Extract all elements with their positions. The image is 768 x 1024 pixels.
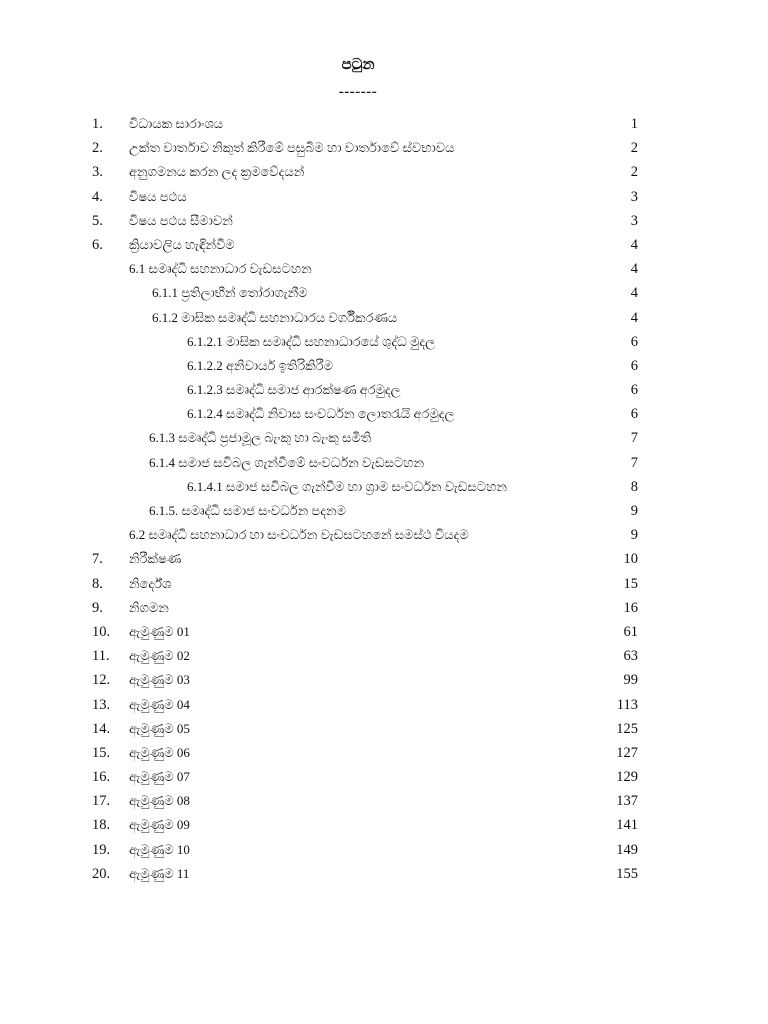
toc-entry-number: 6.: [92, 236, 103, 253]
toc-entry: [0, 402, 768, 426]
toc-entry: [0, 717, 768, 741]
toc-entry-title: නිගමන: [129, 599, 169, 615]
toc-entry-page-number: 6: [630, 406, 638, 423]
toc-entry-title: 6.1.2.1 මාසික සමෘද්ධි සහනාධාරයේ ශුද්ධ මුදල: [187, 333, 436, 349]
toc-entry: [0, 668, 768, 692]
toc-entry-page-number: 15: [623, 575, 638, 592]
toc-entry-page-number: 1: [630, 116, 638, 132]
toc-entry-number: 2.: [92, 140, 103, 157]
toc-entry-page-number: 7: [630, 430, 638, 447]
toc-entry-title: 6.1.1 ප්‍රතිලාභීන් තෝරාගැනීම: [152, 285, 308, 301]
toc-entry-page-number: 113: [616, 696, 638, 713]
toc-entry-page-number: 129: [616, 769, 638, 786]
page-title: පටුන: [341, 57, 375, 73]
toc-entry-page-number: 6: [630, 357, 638, 374]
toc-entry: [0, 112, 768, 136]
toc-entry-title: 6.1.3 සමෘද්ධි ප්‍රජාමූල බැංකු හා බැංකු සමිති: [149, 430, 372, 446]
toc-entry-title: විෂය පථය සීමාවන්: [129, 212, 233, 228]
toc-entry-number: 14.: [92, 720, 111, 737]
toc-entry-page-number: 99: [623, 672, 638, 689]
toc-entry-title: 6.2 සමෘද්ධි සහනාධාර හා සංවර්ධන වැඩසටහනේ සමස්ථ වියදම: [129, 527, 469, 543]
toc-entry-page-number: 4: [630, 309, 638, 326]
toc-entry-title: 6.1.4 සමාජ සවිබල ගැන්වීමේ සංවර්ධන වැඩසටහන: [149, 454, 425, 470]
toc-entry: [0, 620, 768, 644]
toc-entry-title: ඇමුණුම 08: [129, 793, 190, 809]
toc-entry: [0, 499, 768, 523]
toc-entry: [0, 547, 768, 571]
toc-entry: [0, 426, 768, 450]
toc-entry: [0, 136, 768, 160]
toc-entry: [0, 185, 768, 209]
toc-entry: [0, 523, 768, 547]
toc-entry-number: 12.: [92, 672, 111, 689]
toc-entry-title: ඇමුණුම 07: [129, 769, 190, 785]
toc-entry-number: 19.: [92, 841, 111, 858]
toc-entry-title: නිර්දේශ: [129, 575, 172, 591]
toc-entry-title: විධායක සාරාංශය: [129, 116, 224, 131]
toc-entry-page-number: 125: [616, 720, 638, 737]
toc-entry-title: උක්ත වාර්තාව නිකුත් කිරීමේ පසුබිම හා වාර්තාවේ ස්වභාවය: [129, 140, 455, 156]
toc-entry-title: 6.1.2.3 සමෘද්ධි සමාජ ආරක්ෂණ අරමුදල: [187, 382, 401, 398]
toc-entry-title: අනුගමනය කරන ලද ක්‍රමවේදයන්: [129, 164, 305, 180]
toc-entry-title: නිරීක්ෂණ: [129, 551, 182, 567]
toc-entry: [0, 475, 768, 499]
toc-entry-number: 16.: [92, 769, 111, 786]
toc-entry: [0, 862, 768, 886]
toc-entry-number: 18.: [92, 817, 111, 834]
toc-entry-page-number: 127: [616, 744, 638, 761]
toc-entry-page-number: 3: [630, 188, 638, 205]
toc-entry: [0, 378, 768, 402]
toc-entry-number: 1.: [92, 116, 103, 132]
toc-entry-page-number: 4: [630, 285, 638, 302]
toc-entry-title: ඇමුණුම 06: [129, 744, 190, 760]
toc-entry: [0, 813, 768, 837]
toc-entry-title: ඇමුණුම 09: [129, 817, 190, 833]
toc-entry-page-number: 155: [616, 865, 638, 882]
title-underline: -------: [338, 84, 378, 100]
toc-entry-number: 5.: [92, 212, 103, 229]
toc-entry: [0, 693, 768, 717]
toc-entry: [0, 451, 768, 475]
toc-entry: [0, 209, 768, 233]
toc-entry: [0, 330, 768, 354]
toc-entry-number: 17.: [92, 793, 111, 810]
toc-entry: [0, 281, 768, 305]
toc-entry-title: ඇමුණුම 04: [129, 696, 190, 712]
toc-entry-page-number: 6: [630, 382, 638, 399]
toc-entry-title: 6.1.5. සමෘද්ධි සමාජ සංවර්ධන පදනම: [149, 503, 346, 518]
toc-entry: [0, 233, 768, 257]
toc-entry: [0, 644, 768, 668]
toc-entry-page-number: 4: [630, 236, 638, 253]
toc-entry-title: 6.1.2.4 සමෘද්ධි නිවාස සංවර්ධන ලොතරැයි අරමුදල: [187, 406, 455, 422]
table-of-contents: [0, 112, 768, 886]
toc-entry-number: 7.: [92, 551, 103, 568]
toc-entry-number: 10.: [92, 623, 111, 640]
toc-entry-title: ඇමුණුම 02: [129, 648, 190, 664]
toc-entry: [0, 596, 768, 620]
toc-entry-title: විෂය පථය: [129, 188, 187, 204]
toc-entry: [0, 354, 768, 378]
toc-entry: [0, 160, 768, 184]
toc-entry: [0, 741, 768, 765]
toc-entry-page-number: 9: [630, 503, 638, 519]
toc-entry-page-number: 137: [616, 793, 638, 810]
toc-entry-page-number: 2: [630, 164, 638, 181]
toc-entry-title: ඇමුණුම 10: [129, 841, 190, 857]
toc-entry-page-number: 4: [630, 261, 638, 278]
toc-entry-page-number: 2: [630, 140, 638, 157]
toc-entry-title: 6.1.2.2 අනිවාර්ය ඉතිරිකිරීම: [187, 357, 333, 373]
toc-entry-page-number: 149: [616, 841, 638, 858]
toc-entry-title: 6.1 සමෘද්ධි සහනාධාර වැඩසටහන: [129, 261, 312, 277]
toc-entry-title: ඇමුණුම 05: [129, 720, 190, 736]
toc-entry-title: ඇමුණුම 03: [129, 672, 190, 688]
toc-entry-number: 20.: [92, 865, 111, 882]
toc-entry: [0, 572, 768, 596]
toc-entry-title: 6.1.2 මාසික සමෘද්ධි සහනාධාරය වර්ගීකරණය: [152, 309, 398, 325]
toc-entry-page-number: 141: [616, 817, 638, 834]
toc-entry-title: ඇමුණුම 01: [129, 623, 190, 639]
toc-entry: [0, 257, 768, 281]
toc-entry: [0, 838, 768, 862]
toc-entry-number: 8.: [92, 575, 103, 592]
toc-entry-number: 13.: [92, 696, 111, 713]
toc-entry-page-number: 16: [623, 599, 638, 616]
toc-entry: [0, 306, 768, 330]
toc-entry: [0, 789, 768, 813]
toc-entry-number: 3.: [92, 164, 103, 181]
toc-entry-number: 15.: [92, 744, 111, 761]
toc-entry-title: 6.1.4.1 සමාජ සවිබල ගැන්වීම හා ග්‍රාම සංවර්ධන වැඩසටහන: [187, 478, 507, 494]
toc-entry-title: ඇමුණුම 11: [129, 865, 190, 881]
toc-entry-page-number: 6: [630, 333, 638, 350]
toc-entry: [0, 765, 768, 789]
toc-entry-number: 4.: [92, 188, 103, 205]
toc-entry-number: 11.: [92, 648, 110, 665]
toc-entry-page-number: 9: [630, 527, 638, 544]
toc-entry-page-number: 63: [623, 648, 638, 665]
toc-entry-page-number: 61: [623, 623, 638, 640]
toc-entry-number: 9.: [92, 599, 103, 616]
toc-entry-page-number: 7: [630, 454, 638, 471]
toc-entry-page-number: 10: [623, 551, 638, 568]
toc-entry-page-number: 8: [630, 478, 638, 495]
toc-entry-title: ක්‍රියාවලිය හැඳින්වීම: [129, 236, 235, 252]
toc-entry-page-number: 3: [630, 212, 638, 229]
